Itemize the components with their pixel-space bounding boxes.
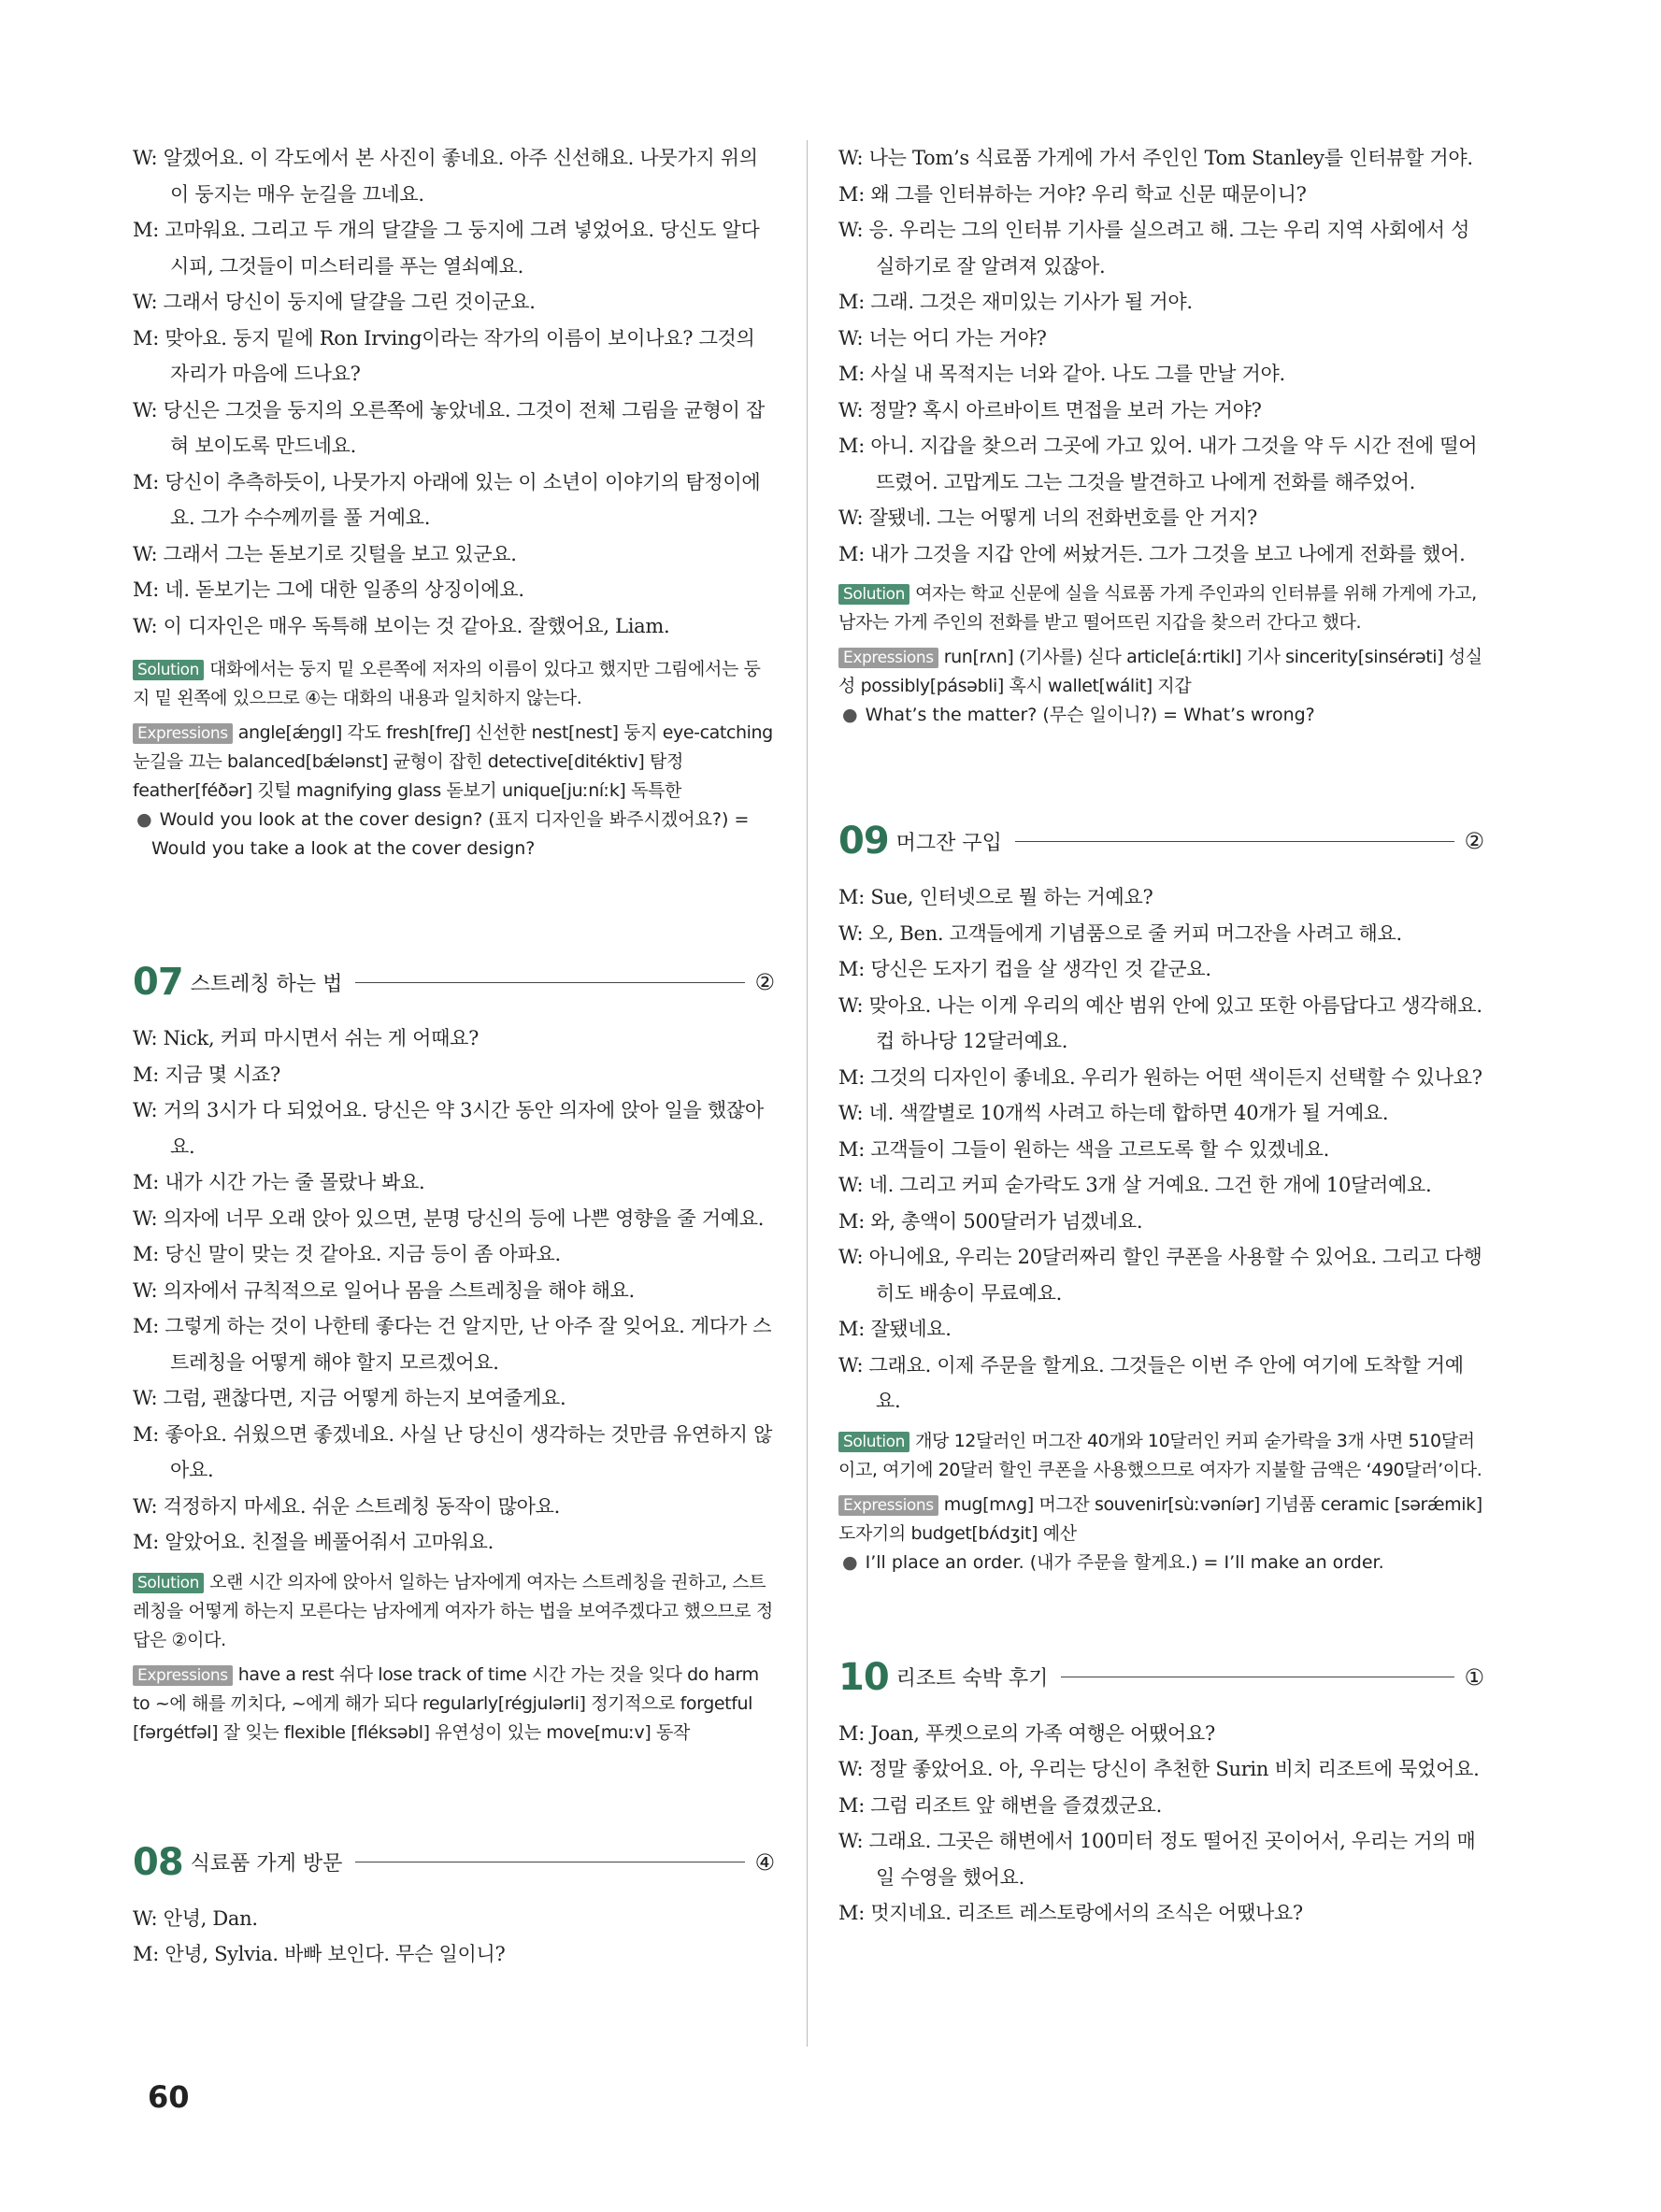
dialogue-line: W: 정말 좋았어요. 아, 우리는 당신이 추천한 Surin 비치 리조트에 묵었어요. — [838, 1758, 1480, 1780]
expressions-note — [838, 643, 1484, 701]
section-rule — [355, 982, 745, 983]
solution-text: 대화에서는 둥지 밑 오른쪽에 저자의 이름이 있다고 했지만 그림에서는 둥지 밑 왼쪽에 있으므로 ④는 대화의 내용과 일치하지 않는다. — [133, 659, 761, 708]
dialogue-07 — [133, 1020, 775, 1561]
phrase-bullet — [838, 701, 1484, 730]
solution-note — [838, 1427, 1484, 1485]
dialogue-line: W: 나는 Tom’s 식료품 가게에 가서 주인인 Tom Stanley를 인터뷰할 거야. — [838, 147, 1473, 169]
phrase-text: What’s the matter? (무슨 일이니?) = What’s wrong? — [865, 705, 1315, 725]
solution-text: 오랜 시간 의자에 앉아서 일하는 남자에게 여자는 스트레칭을 권하고, 스트레칭을 어떻게 하는지 모른다는 남자에게 여자가 하는 법을 보여주겠다고 했으므로 정답은 ②이다. — [133, 1571, 773, 1650]
expressions-tag: Expressions — [838, 648, 938, 668]
phrase-bullet — [133, 806, 775, 863]
left-column — [133, 140, 775, 1973]
dialogue-line: M: 사실 내 목적지는 너와 같아. 나도 그를 만날 거야. — [838, 363, 1285, 385]
dialogue-line: W: 그래서 그는 돋보기로 깃털을 보고 있군요. — [133, 542, 517, 565]
dialogue-line: M: 안녕, Sylvia. 바빠 보인다. 무슨 일이니? — [133, 1943, 506, 1965]
section-header-07 — [133, 961, 775, 1004]
dialogue-line: M: 맞아요. 둥지 밑에 Ron Irving이라는 작가의 이름이 보이나요? 그것의 자리가 마음에 드나요? — [133, 326, 755, 385]
dialogue-line: M: 당신 말이 맞는 것 같아요. 지금 등이 좀 아파요. — [133, 1243, 561, 1265]
phrase-text: I’ll place an order. (내가 주문을 할게요.) = I’ll make an order. — [865, 1551, 1384, 1573]
section-answer: ① — [1464, 1663, 1484, 1691]
dialogue-09 — [838, 879, 1484, 1420]
dialogue-line: M: Sue, 인터넷으로 뭘 하는 거예요? — [838, 886, 1153, 908]
solution-tag: Solution — [133, 1573, 204, 1593]
dialogue-line: W: 오, Ben. 고객들에게 기념품으로 줄 커피 머그잔을 사려고 해요. — [838, 921, 1402, 945]
dialogue-line: M: 멋지네요. 리조트 레스토랑에서의 조식은 어땠나요? — [838, 1902, 1303, 1924]
section-number: 10 — [838, 1655, 889, 1699]
expressions-note — [133, 719, 775, 806]
phrase-text: Would you look at the cover design? (표지 디자인을 봐주시겠어요?) = Would you take a look at the cover design? — [151, 809, 750, 859]
dialogue-line: W: 응. 우리는 그의 인터뷰 기사를 실으려고 해. 그는 우리 지역 사회에서 성실하기로 잘 알려져 있잖아. — [838, 219, 1470, 278]
phrase-bullet — [838, 1548, 1484, 1577]
page-number: 60 — [148, 2079, 190, 2115]
dialogue-line: M: 그것의 디자인이 좋네요. 우리가 원하는 어떤 색이든지 선택할 수 있나요? — [838, 1065, 1482, 1089]
solution-tag: Solution — [838, 584, 909, 605]
solution-tag: Solution — [838, 1432, 909, 1452]
dialogue-line: M: 와, 총액이 500달러가 넘겠네요. — [838, 1209, 1143, 1233]
dialogue-line: M: 그래. 그것은 재미있는 기사가 될 거야. — [838, 291, 1193, 313]
dialogue-line: W: 너는 어디 가는 거야? — [838, 326, 1047, 350]
expressions-tag: Expressions — [133, 723, 233, 744]
dialogue-line: W: 이 디자인은 매우 독특해 보이는 것 같아요. 잘했어요, Liam. — [133, 614, 670, 637]
section-number: 07 — [133, 961, 183, 1004]
solution-note — [133, 1568, 775, 1655]
dialogue-line: W: 그럼, 괜찮다면, 지금 어떻게 하는지 보여줄게요. — [133, 1387, 566, 1409]
dialogue-line: M: 왜 그를 인터뷰하는 거야? 우리 학교 신문 때문이니? — [838, 182, 1307, 206]
dialogue-line: W: 의자에서 규칙적으로 일어나 몸을 스트레칭을 해야 해요. — [133, 1278, 635, 1302]
dialogue-line: M: 알았어요. 친절을 베풀어줘서 고마워요. — [133, 1531, 494, 1553]
dialogue-06-continued — [133, 140, 775, 644]
section-title: 리조트 숙박 후기 — [895, 1667, 1049, 1691]
section-answer: ② — [754, 969, 775, 995]
bullet-dot-icon: ● — [842, 705, 858, 725]
dialogue-08-continued — [838, 140, 1484, 572]
dialogue-line: W: 안녕, Dan. — [133, 1906, 258, 1930]
dialogue-line: W: 네. 색깔별로 10개씩 사려고 하는데 합하면 40개가 될 거예요. — [838, 1102, 1389, 1124]
expressions-note — [838, 1491, 1484, 1548]
column-divider — [807, 140, 808, 2047]
dialogue-line: W: 그래서 당신이 둥지에 달걀을 그린 것이군요. — [133, 291, 536, 313]
dialogue-line: W: 당신은 그것을 둥지의 오른쪽에 놓았네요. 그것이 전체 그림을 균형이 잡혀 보이도록 만드네요. — [133, 398, 765, 457]
expressions-text: mug[mʌg] 머그잔 souvenir[sùːvəníər] 기념품 ceramic [sərǽmik] 도자기의 budget[bʌ́dʒit] 예산 — [838, 1493, 1482, 1544]
dialogue-line: M: 잘됐네요. — [838, 1318, 952, 1340]
dialogue-line: M: Joan, 푸켓으로의 가족 여행은 어땠어요? — [838, 1721, 1215, 1745]
section-header-09 — [838, 820, 1484, 863]
expressions-text: run[rʌn] (기사를) 싣다 article[áːrtikl] 기사 sincerity[sinsérəti] 성실성 possibly[pásəbli] 혹시 wallet[wálit] 지갑 — [838, 647, 1482, 696]
solution-text: 여자는 학교 신문에 실을 식료품 가게 주인과의 인터뷰를 위해 가게에 가고, 남자는 가게 주인의 전화를 받고 떨어뜨린 지갑을 찾으러 간다고 했다. — [838, 583, 1477, 633]
dialogue-line: M: 그럼 리조트 앞 해변을 즐겼겠군요. — [838, 1793, 1163, 1817]
dialogue-line: M: 지금 몇 시죠? — [133, 1063, 280, 1086]
section-header-08 — [133, 1841, 775, 1884]
section-title: 스트레칭 하는 법 — [190, 972, 343, 996]
section-number: 08 — [133, 1840, 183, 1884]
section-answer: ② — [1464, 828, 1484, 854]
section-title: 머그잔 구입 — [895, 831, 1002, 855]
expressions-note — [133, 1661, 775, 1748]
dialogue-line: W: 의자에 너무 오래 앉아 있으면, 분명 당신의 등에 나쁜 영향을 줄 거예요. — [133, 1206, 765, 1230]
dialogue-line: W: Nick, 커피 마시면서 쉬는 게 어때요? — [133, 1027, 480, 1049]
dialogue-line: W: 네. 그리고 커피 숟가락도 3개 살 거예요. 그건 한 개에 10달러예요. — [838, 1174, 1432, 1196]
dialogue-line: W: 맞아요. 나는 이게 우리의 예산 범위 안에 있고 또한 아름답다고 생각해요. 컵 하나당 12달러예요. — [838, 993, 1482, 1052]
dialogue-line: W: 거의 3시가 다 되었어요. 당신은 약 3시간 동안 의자에 앉아 일을 했잖아요. — [133, 1099, 764, 1158]
expressions-text: angle[ǽŋgl] 각도 fresh[freʃ] 신선한 nest[nest] 둥지 eye-catching 눈길을 끄는 balanced[bǽlənst] 균형이 잡힌 detective[ditéktiv] 탐정 feather[féðər] 깃털 magnifying glass 돋보기 unique[juːníːk] 독특한 — [133, 722, 773, 801]
expressions-tag: Expressions — [133, 1665, 233, 1686]
dialogue-line: M: 내가 시간 가는 줄 몰랐나 봐요. — [133, 1171, 425, 1193]
dialogue-line: M: 그렇게 하는 것이 나한테 좋다는 건 알지만, 난 아주 잘 잊어요. 게다가 스트레칭을 어떻게 해야 할지 모르겠어요. — [133, 1315, 772, 1374]
bullet-dot-icon: ● — [136, 809, 152, 830]
dialogue-line: M: 네. 돋보기는 그에 대한 일종의 상징이에요. — [133, 578, 524, 601]
expressions-tag: Expressions — [838, 1495, 938, 1516]
solution-note — [133, 655, 775, 713]
bullet-dot-icon: ● — [842, 1551, 858, 1573]
expressions-text: have a rest 쉬다 lose track of time 시간 가는 것을 잊다 do harm to ~에 해를 끼치다, ~에게 해가 되다 regularly[régjulərli] 정기적으로 forgetful [fərgétfəl] 잘 잊는 flexible [fléksəbl] 유연성이 있는 move[muːv] 동작 — [133, 1663, 759, 1743]
dialogue-line: W: 그래요. 이제 주문을 할게요. 그것들은 이번 주 안에 여기에 도착할 거예요. — [838, 1353, 1464, 1412]
dialogue-line: M: 좋아요. 쉬웠으면 좋겠네요. 사실 난 당신이 생각하는 것만큼 유연하지 않아요. — [133, 1422, 773, 1481]
dialogue-line: M: 아니. 지갑을 찾으러 그곳에 가고 있어. 내가 그것을 약 두 시간 전에 떨어뜨렸어. 고맙게도 그는 그것을 발견하고 나에게 전화를 해주었어. — [838, 435, 1478, 493]
solution-note — [838, 579, 1484, 637]
dialogue-line: M: 고객들이 그들이 원하는 색을 고르도록 할 수 있겠네요. — [838, 1137, 1330, 1161]
solution-tag: Solution — [133, 660, 204, 680]
dialogue-line: M: 내가 그것을 지갑 안에 써놨거든. 그가 그것을 보고 나에게 전화를 했어. — [838, 542, 1466, 565]
section-header-10 — [838, 1656, 1484, 1699]
dialogue-line: W: 정말? 혹시 아르바이트 면접을 보러 가는 거야? — [838, 398, 1262, 421]
section-title: 식료품 가게 방문 — [190, 1852, 343, 1876]
dialogue-08-start — [133, 1901, 775, 1973]
dialogue-line: W: 걱정하지 마세요. 쉬운 스트레칭 동작이 많아요. — [133, 1494, 560, 1518]
dialogue-line: W: 아니에요, 우리는 20달러짜리 할인 쿠폰을 사용할 수 있어요. 그리고 다행히도 배송이 무료예요. — [838, 1246, 1482, 1305]
dialogue-line: M: 고마워요. 그리고 두 개의 달걀을 그 둥지에 그려 넣었어요. 당신도 알다시피, 그것들이 미스터리를 푸는 열쇠예요. — [133, 219, 760, 278]
dialogue-line: W: 알겠어요. 이 각도에서 본 사진이 좋네요. 아주 신선해요. 나뭇가지 위의 이 둥지는 매우 눈길을 끄네요. — [133, 147, 758, 206]
section-answer: ④ — [754, 1848, 775, 1876]
dialogue-10 — [838, 1716, 1484, 1932]
dialogue-line: M: 당신은 도자기 컵을 살 생각인 것 같군요. — [838, 958, 1211, 980]
solution-text: 개당 12달러인 머그잔 40개와 10달러인 커피 숟가락을 3개 사면 510달러이고, 여기에 20달러 할인 쿠폰을 사용했으므로 여자가 지불할 금액은 ‘490달러’이다. — [838, 1430, 1482, 1480]
section-number: 09 — [838, 820, 889, 863]
right-column — [838, 140, 1484, 1932]
dialogue-line: M: 당신이 추측하듯이, 나뭇가지 아래에 있는 이 소년이 이야기의 탐정이에요. 그가 수수께끼를 풀 거예요. — [133, 470, 761, 529]
dialogue-line: W: 그래요. 그곳은 해변에서 100미터 정도 떨어진 곳이어서, 우리는 거의 매일 수영을 했어요. — [838, 1830, 1476, 1889]
dialogue-line: W: 잘됐네. 그는 어떻게 너의 전화번호를 안 거지? — [838, 507, 1257, 529]
section-rule — [1015, 841, 1455, 842]
